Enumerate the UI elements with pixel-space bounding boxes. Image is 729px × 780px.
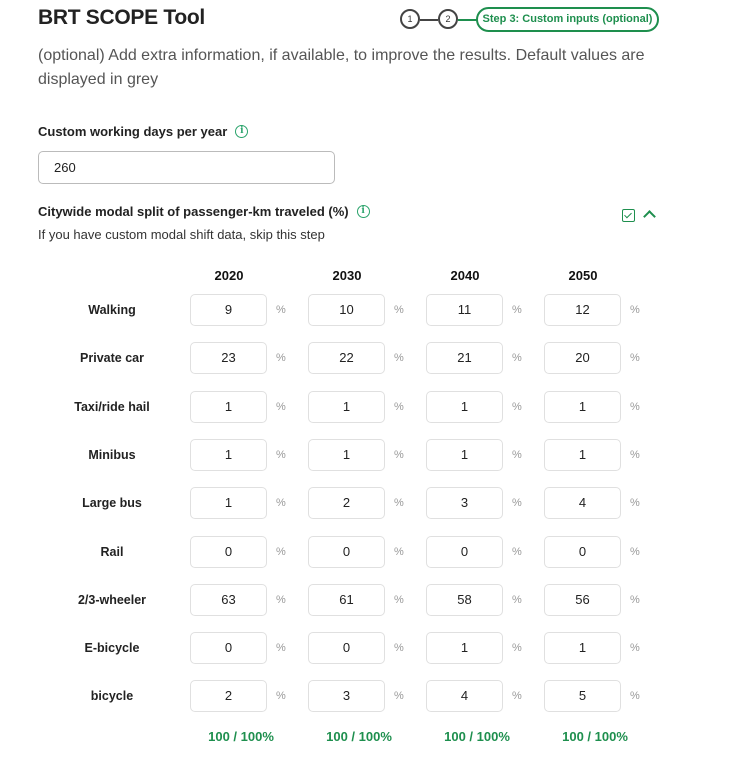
mode-label: Large bus: [82, 496, 142, 510]
info-icon[interactable]: i: [357, 205, 370, 218]
modal-split-input[interactable]: 21: [426, 342, 503, 374]
working-days-label: [38, 124, 248, 139]
modal-split-input[interactable]: 4: [544, 487, 621, 519]
modal-split-input[interactable]: 1: [544, 439, 621, 471]
percent-unit: %: [276, 497, 286, 509]
modal-split-title-text: Citywide modal split of passenger-km traveled (%): [38, 204, 349, 219]
mode-label: Walking: [88, 303, 136, 317]
modal-split-input[interactable]: 63: [190, 584, 267, 616]
modal-split-input[interactable]: 1: [190, 439, 267, 471]
percent-unit: %: [630, 352, 640, 364]
modal-split-input[interactable]: 12: [544, 294, 621, 326]
percent-unit: %: [630, 449, 640, 461]
column-total: 100 / 100%: [326, 729, 392, 744]
percent-unit: %: [276, 401, 286, 413]
modal-split-input[interactable]: 4: [426, 680, 503, 712]
modal-split-input[interactable]: 0: [544, 536, 621, 568]
year-header: 2030: [332, 268, 362, 283]
modal-split-title: [38, 204, 370, 219]
percent-unit: %: [394, 401, 404, 413]
modal-split-input[interactable]: 56: [544, 584, 621, 616]
year-header: 2040: [450, 268, 480, 283]
percent-unit: %: [276, 352, 286, 364]
step-3-active[interactable]: Step 3: Custom inputs (optional): [476, 7, 659, 32]
percent-unit: %: [512, 352, 522, 364]
percent-unit: %: [276, 449, 286, 461]
percent-unit: %: [394, 690, 404, 702]
modal-split-input[interactable]: 1: [190, 391, 267, 423]
modal-split-input[interactable]: 1: [426, 391, 503, 423]
mode-label: Minibus: [88, 448, 136, 462]
percent-unit: %: [630, 546, 640, 558]
info-icon[interactable]: i: [235, 125, 248, 138]
modal-split-input[interactable]: 61: [308, 584, 385, 616]
page-title: BRT SCOPE Tool: [38, 6, 205, 29]
modal-split-input[interactable]: 1: [190, 487, 267, 519]
percent-unit: %: [512, 690, 522, 702]
modal-split-input[interactable]: 10: [308, 294, 385, 326]
percent-unit: %: [276, 546, 286, 558]
modal-split-input[interactable]: 0: [190, 536, 267, 568]
percent-unit: %: [394, 642, 404, 654]
stepper: [400, 7, 662, 32]
percent-unit: %: [512, 304, 522, 316]
modal-split-input[interactable]: 58: [426, 584, 503, 616]
modal-split-input[interactable]: 20: [544, 342, 621, 374]
modal-split-subtitle: If you have custom modal shift data, skip this step: [38, 227, 325, 242]
page-description: (optional) Add extra information, if available, to improve the results. Default values are displayed in grey: [38, 47, 645, 88]
modal-split-input[interactable]: 2: [190, 680, 267, 712]
percent-unit: %: [630, 401, 640, 413]
column-total: 100 / 100%: [208, 729, 274, 744]
percent-unit: %: [512, 642, 522, 654]
checkbox-checked-icon[interactable]: [622, 209, 635, 222]
percent-unit: %: [512, 401, 522, 413]
percent-unit: %: [394, 594, 404, 606]
percent-unit: %: [512, 449, 522, 461]
modal-split-input[interactable]: 2: [308, 487, 385, 519]
mode-label: bicycle: [90, 689, 134, 703]
modal-split-input[interactable]: 1: [426, 632, 503, 664]
mode-label: Rail: [100, 545, 124, 559]
modal-split-input[interactable]: 0: [190, 632, 267, 664]
working-days-label-text: Custom working days per year: [38, 124, 228, 139]
step-1[interactable]: 1: [400, 9, 420, 29]
modal-split-input[interactable]: 5: [544, 680, 621, 712]
modal-split-input[interactable]: 23: [190, 342, 267, 374]
stepper-connector: [458, 19, 478, 21]
mode-label: Private car: [80, 351, 144, 365]
percent-unit: %: [630, 642, 640, 654]
modal-split-input[interactable]: 0: [308, 536, 385, 568]
column-total: 100 / 100%: [562, 729, 628, 744]
year-header: 2050: [568, 268, 598, 283]
mode-label: E-bicycle: [84, 641, 140, 655]
working-days-input[interactable]: 260: [38, 151, 335, 184]
modal-split-input[interactable]: 9: [190, 294, 267, 326]
column-total: 100 / 100%: [444, 729, 510, 744]
modal-split-input[interactable]: 22: [308, 342, 385, 374]
percent-unit: %: [394, 352, 404, 364]
percent-unit: %: [276, 304, 286, 316]
year-header: 2020: [214, 268, 244, 283]
modal-split-input[interactable]: 0: [308, 632, 385, 664]
percent-unit: %: [630, 594, 640, 606]
stepper-connector: [420, 19, 438, 21]
percent-unit: %: [512, 546, 522, 558]
step-2[interactable]: 2: [438, 9, 458, 29]
percent-unit: %: [394, 449, 404, 461]
percent-unit: %: [276, 594, 286, 606]
modal-split-input[interactable]: 1: [544, 632, 621, 664]
modal-split-input[interactable]: 11: [426, 294, 503, 326]
percent-unit: %: [512, 594, 522, 606]
percent-unit: %: [394, 304, 404, 316]
modal-split-input[interactable]: 1: [308, 391, 385, 423]
mode-label: 2/3-wheeler: [77, 593, 147, 607]
percent-unit: %: [276, 690, 286, 702]
modal-split-input[interactable]: 1: [308, 439, 385, 471]
modal-split-input[interactable]: 0: [426, 536, 503, 568]
percent-unit: %: [394, 546, 404, 558]
percent-unit: %: [394, 497, 404, 509]
modal-split-input[interactable]: 3: [426, 487, 503, 519]
percent-unit: %: [630, 304, 640, 316]
modal-split-input[interactable]: 1: [426, 439, 503, 471]
modal-split-input[interactable]: 1: [544, 391, 621, 423]
percent-unit: %: [630, 497, 640, 509]
percent-unit: %: [630, 690, 640, 702]
percent-unit: %: [276, 642, 286, 654]
modal-split-input[interactable]: 3: [308, 680, 385, 712]
mode-label: Taxi/ride hail: [74, 400, 150, 414]
chevron-up-icon[interactable]: [643, 210, 656, 223]
percent-unit: %: [512, 497, 522, 509]
